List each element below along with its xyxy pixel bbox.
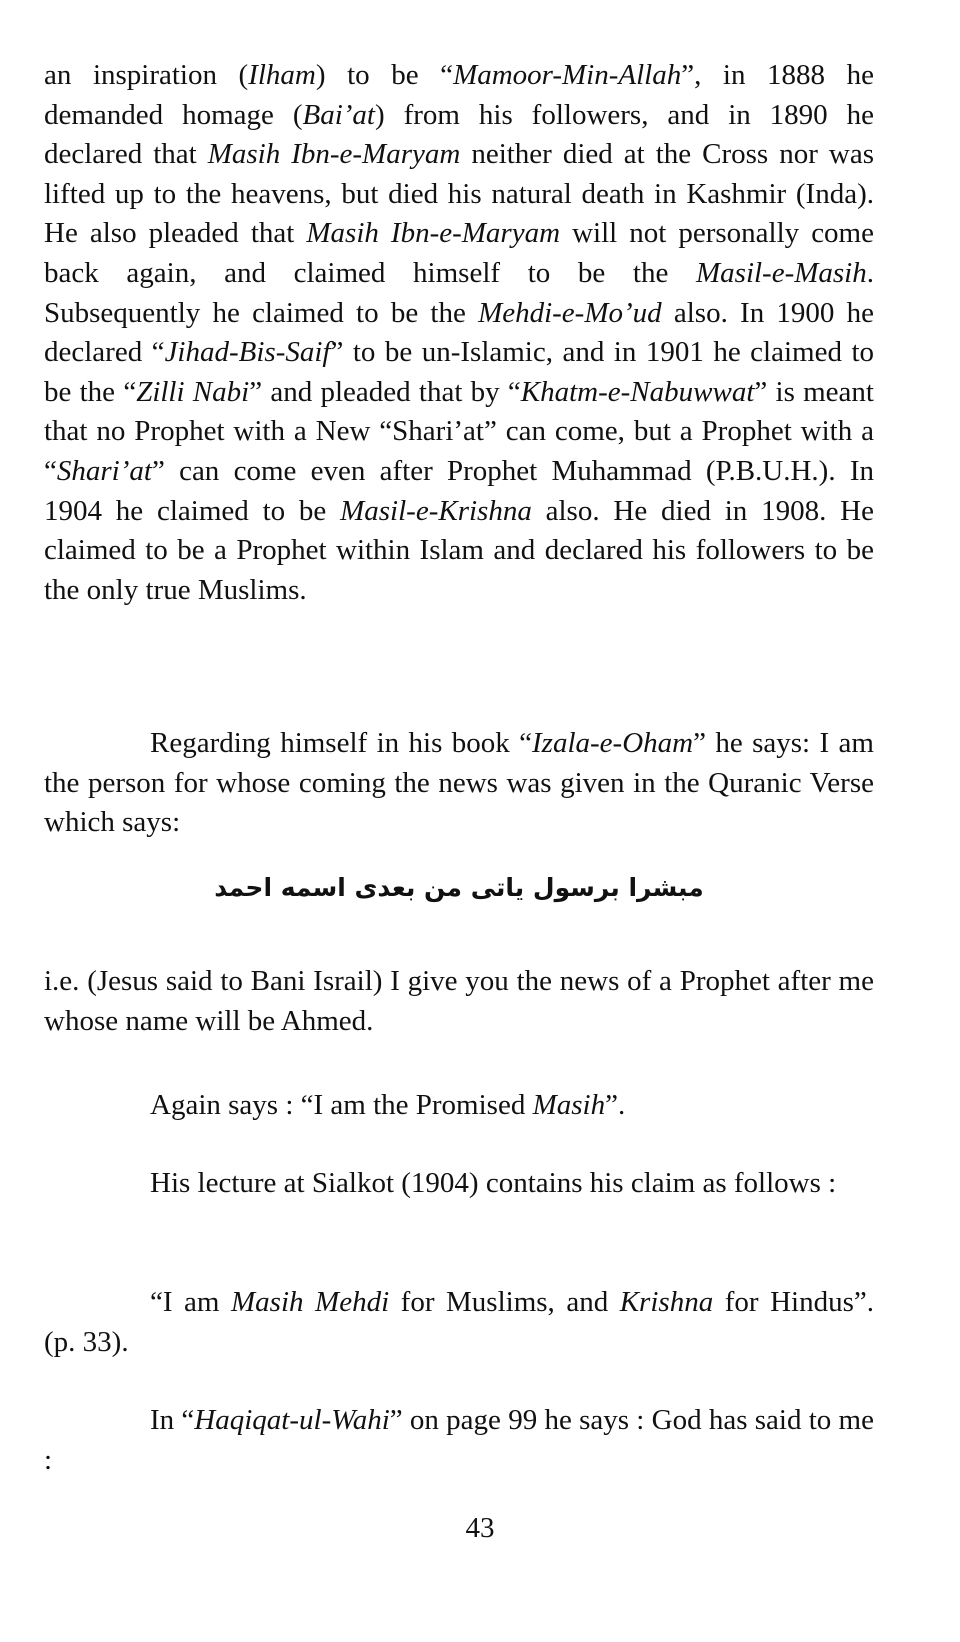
page-number: 43: [465, 1512, 495, 1544]
text-run: ”, in 1888 he demanded homage (: [44, 59, 874, 131]
text-run: for Hindus”. (p. 33).: [44, 1286, 874, 1358]
text-run: ” he says: I am the person for whose coming the news was given in the Quranic Verse which says:: [44, 727, 874, 839]
paragraph-sialkot-lecture: [44, 1164, 874, 1204]
italic-term: Masil-e-Masih: [696, 256, 867, 289]
text-run: will not personally come back again, and claimed himself to be the: [44, 217, 874, 289]
text-run: an inspiration (: [44, 59, 249, 91]
text-run: ) from his followers, and in 1890 he declared that: [44, 98, 874, 171]
text-run: for Muslims, and: [389, 1286, 620, 1318]
italic-term: Krishna: [619, 1286, 714, 1318]
paragraph-haqiqat-ul-wahi: [44, 1401, 874, 1480]
italic-term: Mehdi-e-Mo’ud: [478, 296, 662, 329]
text-run: ” is meant that no Prophet with a New “Shari’at” can come, but a Prophet with a “: [44, 375, 874, 487]
text-run: In “: [150, 1404, 195, 1436]
paragraph-claims-history: [44, 56, 874, 610]
text-run: also. He died in 1908. He claimed to be a Prophet within Islam and declared his followers to be the only true Muslims.: [44, 494, 874, 606]
paragraph-verse-translation: [44, 962, 874, 1041]
italic-term: Masih Ibn-e-Maryam: [306, 217, 561, 250]
italic-term: Mamoor-Min-Allah: [453, 59, 682, 91]
paragraph-masih-mehdi-quote: [44, 1283, 874, 1362]
text-run: ” to be un-Islamic, and in 1901 he claimed to be the “: [44, 336, 874, 408]
text-run: neither died at the Cross nor was lifted up to the heavens, but died his natural death in Kashmir (Inda). He also pleaded that: [44, 138, 874, 250]
italic-term: Bai’at: [302, 98, 375, 131]
italic-term: Masih: [532, 1089, 606, 1121]
text-run: His lecture at Sialkot (1904) contains his claim as follows :: [150, 1167, 837, 1199]
italic-term: Masih Ibn-e-Maryam: [207, 138, 461, 171]
text-run: Again says : “I am the Promised: [150, 1089, 533, 1121]
italic-term: Masih Mehdi: [231, 1286, 390, 1318]
text-run: ” can come even after Prophet Muhammad (P.B.U.H.). In 1904 he claimed to be: [44, 454, 874, 527]
italic-term: Zilli Nabi: [136, 375, 250, 408]
italic-term: Ilham: [248, 59, 316, 91]
italic-term: Shari’at: [56, 454, 152, 487]
text-run: . Subsequently he claimed to be the: [44, 256, 874, 329]
italic-term: Izala-e-Oham: [532, 727, 694, 759]
italic-term: Jihad-Bis-Saif: [164, 336, 331, 369]
text-run: ” on page 99 he says : God has said to me :: [44, 1404, 874, 1476]
arabic-verse: مبشرا برسول یاتی من بعدی اسمه احمد: [214, 873, 704, 902]
italic-term: Masil-e-Krishna: [340, 494, 532, 527]
text-run: “I am: [150, 1286, 232, 1318]
paragraph-izala-e-oham: [44, 724, 874, 843]
text-run: ” and pleaded that by “: [249, 375, 521, 408]
text-run: ”.: [605, 1089, 626, 1121]
text-run: also. In 1900 he declared “: [44, 296, 874, 369]
italic-term: Haqiqat-ul-Wahi: [194, 1404, 390, 1436]
paragraph-promised-masih: [44, 1086, 874, 1126]
text-run: i.e. (Jesus said to Bani Israil) I give you the news of a Prophet after me whose name will be Ahmed.: [44, 965, 874, 1037]
text-run: ) to be “: [315, 59, 454, 91]
italic-term: Khatm-e-Nabuwwat: [520, 375, 755, 408]
text-run: Regarding himself in his book “: [150, 727, 533, 759]
